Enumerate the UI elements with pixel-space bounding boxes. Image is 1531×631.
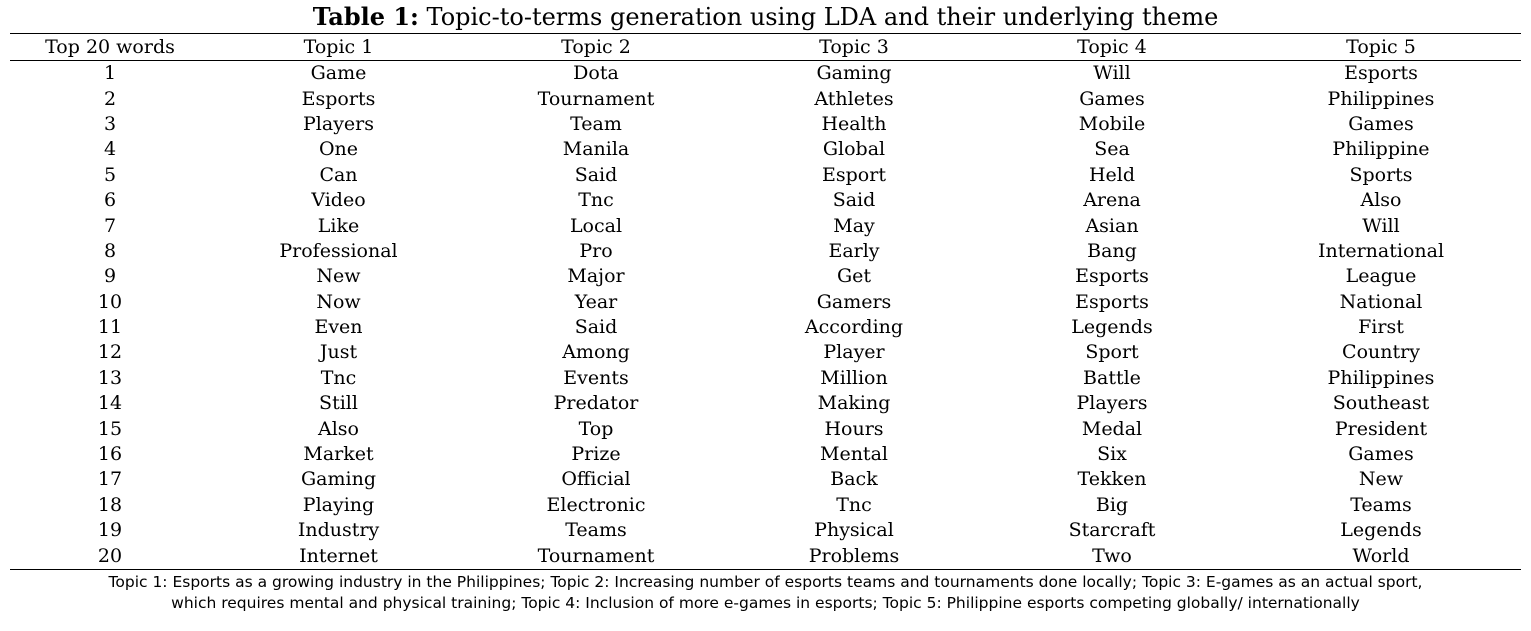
topic-5-term-cell: Esports [1344,62,1418,85]
topic-2-term-cell: Said [574,163,618,186]
rank-cell: 4 [103,138,117,161]
topic-3-term-cell: Said [832,189,876,212]
table-row [10,213,1521,238]
topic-5-term-cell: Country [1342,341,1420,364]
topic-2-term-cell: Team [570,112,622,135]
table-row [10,239,1521,264]
topic-2-term-cell: Among [562,341,630,364]
rank-cell: 17 [97,468,123,491]
topic-4-term-cell: Battle [1083,366,1141,389]
topic-2-term-cell: Said [574,316,618,339]
column-header-topic-3: Topic 3 [725,34,983,61]
topic-5-term-cell: First [1358,316,1404,339]
topic-1-term-cell: Playing [302,493,375,516]
topic-3-term-cell: May [833,214,875,237]
topic-2-term-cell: Predator [553,392,639,415]
topic-5-term-cell: Philippines [1327,366,1435,389]
topic-5-term-cell: Will [1362,214,1400,237]
topic-2-term-cell: Year [574,290,618,313]
rank-cell: 19 [97,519,123,542]
topic-3-term-cell: According [804,316,904,339]
rank-cell: 6 [103,189,117,212]
topic-4-term-cell: Tekken [1077,468,1147,491]
topic-3-term-cell: Gamers [816,290,892,313]
footnote-line-1: Topic 1: Esports as a growing industry in the Philippines; Topic 2: Increasing number of esports teams and tournaments done locally; Topic 3: E-games as an actual sport, [108,573,1423,591]
topic-1-term-cell: Market [303,443,374,466]
table-row [10,543,1521,569]
column-header-top-words: Top 20 words [10,34,210,61]
table-row [10,137,1521,162]
topic-3-term-cell: Player [823,341,885,364]
topic-4-term-cell: Starcraft [1068,519,1156,542]
topic-3-term-cell: Mental [820,443,888,466]
topic-4-term-cell: Sport [1085,341,1139,364]
topic-2-term-cell: Tnc [578,189,614,212]
topic-4-term-cell: Held [1088,163,1136,186]
table-caption [0,2,1531,32]
rank-cell: 13 [97,366,123,389]
topic-5-term-cell: New [1358,468,1404,491]
topic-3-term-cell: Physical [814,519,894,542]
topic-1-term-cell: Industry [297,519,380,542]
topic-2-term-cell: Events [563,366,629,389]
column-header-topic-4: Topic 4 [983,34,1241,61]
rank-cell: 9 [103,265,117,288]
table-row [10,112,1521,137]
topic-4-term-cell: Mobile [1078,112,1146,135]
topic-1-term-cell: Can [319,163,358,186]
topic-3-term-cell: Health [821,112,887,135]
topic-5-term-cell: Games [1348,443,1414,466]
topic-3-term-cell: Tnc [836,493,872,516]
topic-1-term-cell: Game [310,62,367,85]
topic-2-term-cell: Dota [573,62,619,85]
table-row [10,315,1521,340]
column-header-topic-1: Topic 1 [210,34,467,61]
topic-1-term-cell: Now [316,290,361,313]
topic-5-term-cell: League [1345,265,1417,288]
topic-2-term-cell: Pro [579,239,613,262]
rank-cell: 3 [103,112,117,135]
topic-3-term-cell: Problems [725,543,983,569]
topic-4-term-cell: Bang [1087,239,1137,262]
topic-3-term-cell: Million [820,366,888,389]
topic-4-term-cell: Sea [1094,138,1130,161]
topic-3-term-cell: Athletes [814,87,894,110]
topic-2-term-cell: Official [561,468,631,491]
table-footnote [0,572,1531,614]
topic-5-term-cell: Philippine [1332,138,1430,161]
topic-4-term-cell: Players [1076,392,1148,415]
topic-4-term-cell: Esports [1075,290,1149,313]
table-row [10,340,1521,365]
rank-cell: 1 [103,62,117,85]
topic-2-term-cell: Top [578,417,614,440]
topic-4-term-cell: Asian [1085,214,1139,237]
topic-5-term-cell: Also [1360,189,1402,212]
topic-5-term-cell: Games [1348,112,1414,135]
topic-1-term-cell: Professional [279,239,398,262]
rank-cell: 14 [97,392,123,415]
table-row [10,264,1521,289]
topic-3-term-cell: Global [822,138,886,161]
table-row [10,188,1521,213]
rank-cell: 16 [97,443,123,466]
topic-4-term-cell: Big [1095,493,1129,516]
topic-2-term-cell: Tournament [537,87,655,110]
topic-1-term-cell: Just [319,341,358,364]
topic-3-term-cell: Esport [822,163,886,186]
topic-1-term-cell: Esports [301,87,376,110]
topic-3-term-cell: Gaming [816,62,892,85]
topic-1-term-cell: Still [319,392,358,415]
rank-cell: 12 [97,341,123,364]
topic-5-term-cell: Southeast [1332,392,1430,415]
topic-1-term-cell: Even [314,316,363,339]
table-row [10,163,1521,188]
topic-3-term-cell: Early [828,239,880,262]
topic-2-term-cell: Major [567,265,625,288]
topic-4-term-cell: Six [1097,443,1127,466]
rank-cell: 7 [103,214,117,237]
topic-2-term-cell: Electronic [546,493,646,516]
topic-1-term-cell: Tnc [320,366,357,389]
rank-cell: 20 [10,543,210,569]
rank-cell: 10 [97,290,123,313]
topic-terms-table [10,33,1521,570]
topic-1-term-cell: Internet [210,543,467,569]
topic-5-term-cell: Sports [1349,163,1413,186]
topic-4-term-cell: Esports [1075,265,1149,288]
table-row [10,86,1521,111]
topic-4-term-cell: Games [1079,87,1145,110]
column-header-topic-5: Topic 5 [1241,34,1521,61]
topic-3-term-cell: Making [817,392,891,415]
topic-1-term-cell: Video [311,189,366,212]
topic-5-term-cell: Legends [1340,519,1422,542]
table-body [10,61,1521,570]
topic-2-term-cell: Tournament [467,543,725,569]
table-header-row [10,34,1521,61]
table-row [10,391,1521,416]
topic-2-term-cell: Prize [571,443,621,466]
table-row [10,366,1521,391]
topic-3-term-cell: Hours [824,417,884,440]
topic-1-term-cell: One [318,138,359,161]
topic-1-term-cell: Also [318,417,359,440]
topic-3-term-cell: Back [830,468,878,491]
rank-cell: 11 [97,316,123,339]
topic-4-term-cell: Medal [1081,417,1143,440]
table-row [10,493,1521,518]
table-row [10,416,1521,441]
topic-1-term-cell: New [316,265,361,288]
topic-5-term-cell: National [1339,290,1423,313]
topic-2-term-cell: Local [569,214,623,237]
column-header-topic-2: Topic 2 [467,34,725,61]
topic-3-term-cell: Get [836,265,872,288]
topic-1-term-cell: Like [317,214,360,237]
table-caption-text: Topic-to-terms generation using LDA and their underlying theme [418,3,1219,31]
topic-2-term-cell: Manila [562,138,630,161]
topic-5-term-cell: President [1334,417,1428,440]
rank-cell: 5 [103,163,117,186]
rank-cell: 18 [97,493,123,516]
topic-5-term-cell: World [1241,543,1521,569]
topic-4-term-cell: Will [1093,62,1131,85]
table-row [10,61,1521,87]
footnote-line-2: which requires mental and physical training; Topic 4: Inclusion of more e-games in esports; Topic 5: Philippine esports competing globally/ internationally [171,594,1360,612]
rank-cell: 8 [103,239,117,262]
topic-4-term-cell: Two [983,543,1241,569]
table-row [10,442,1521,467]
topic-5-term-cell: Teams [1350,493,1412,516]
topic-5-term-cell: Philippines [1327,87,1435,110]
topic-1-term-cell: Players [303,112,374,135]
table-row [10,467,1521,492]
topic-1-term-cell: Gaming [301,468,376,491]
topic-4-term-cell: Legends [1071,316,1153,339]
table-row [10,290,1521,315]
table-caption-label: Table 1: [312,2,419,31]
topic-2-term-cell: Teams [565,519,627,542]
rank-cell: 15 [97,417,123,440]
table-row [10,518,1521,543]
rank-cell: 2 [103,87,117,110]
topic-5-term-cell: International [1317,239,1445,262]
topic-4-term-cell: Arena [1083,189,1141,212]
